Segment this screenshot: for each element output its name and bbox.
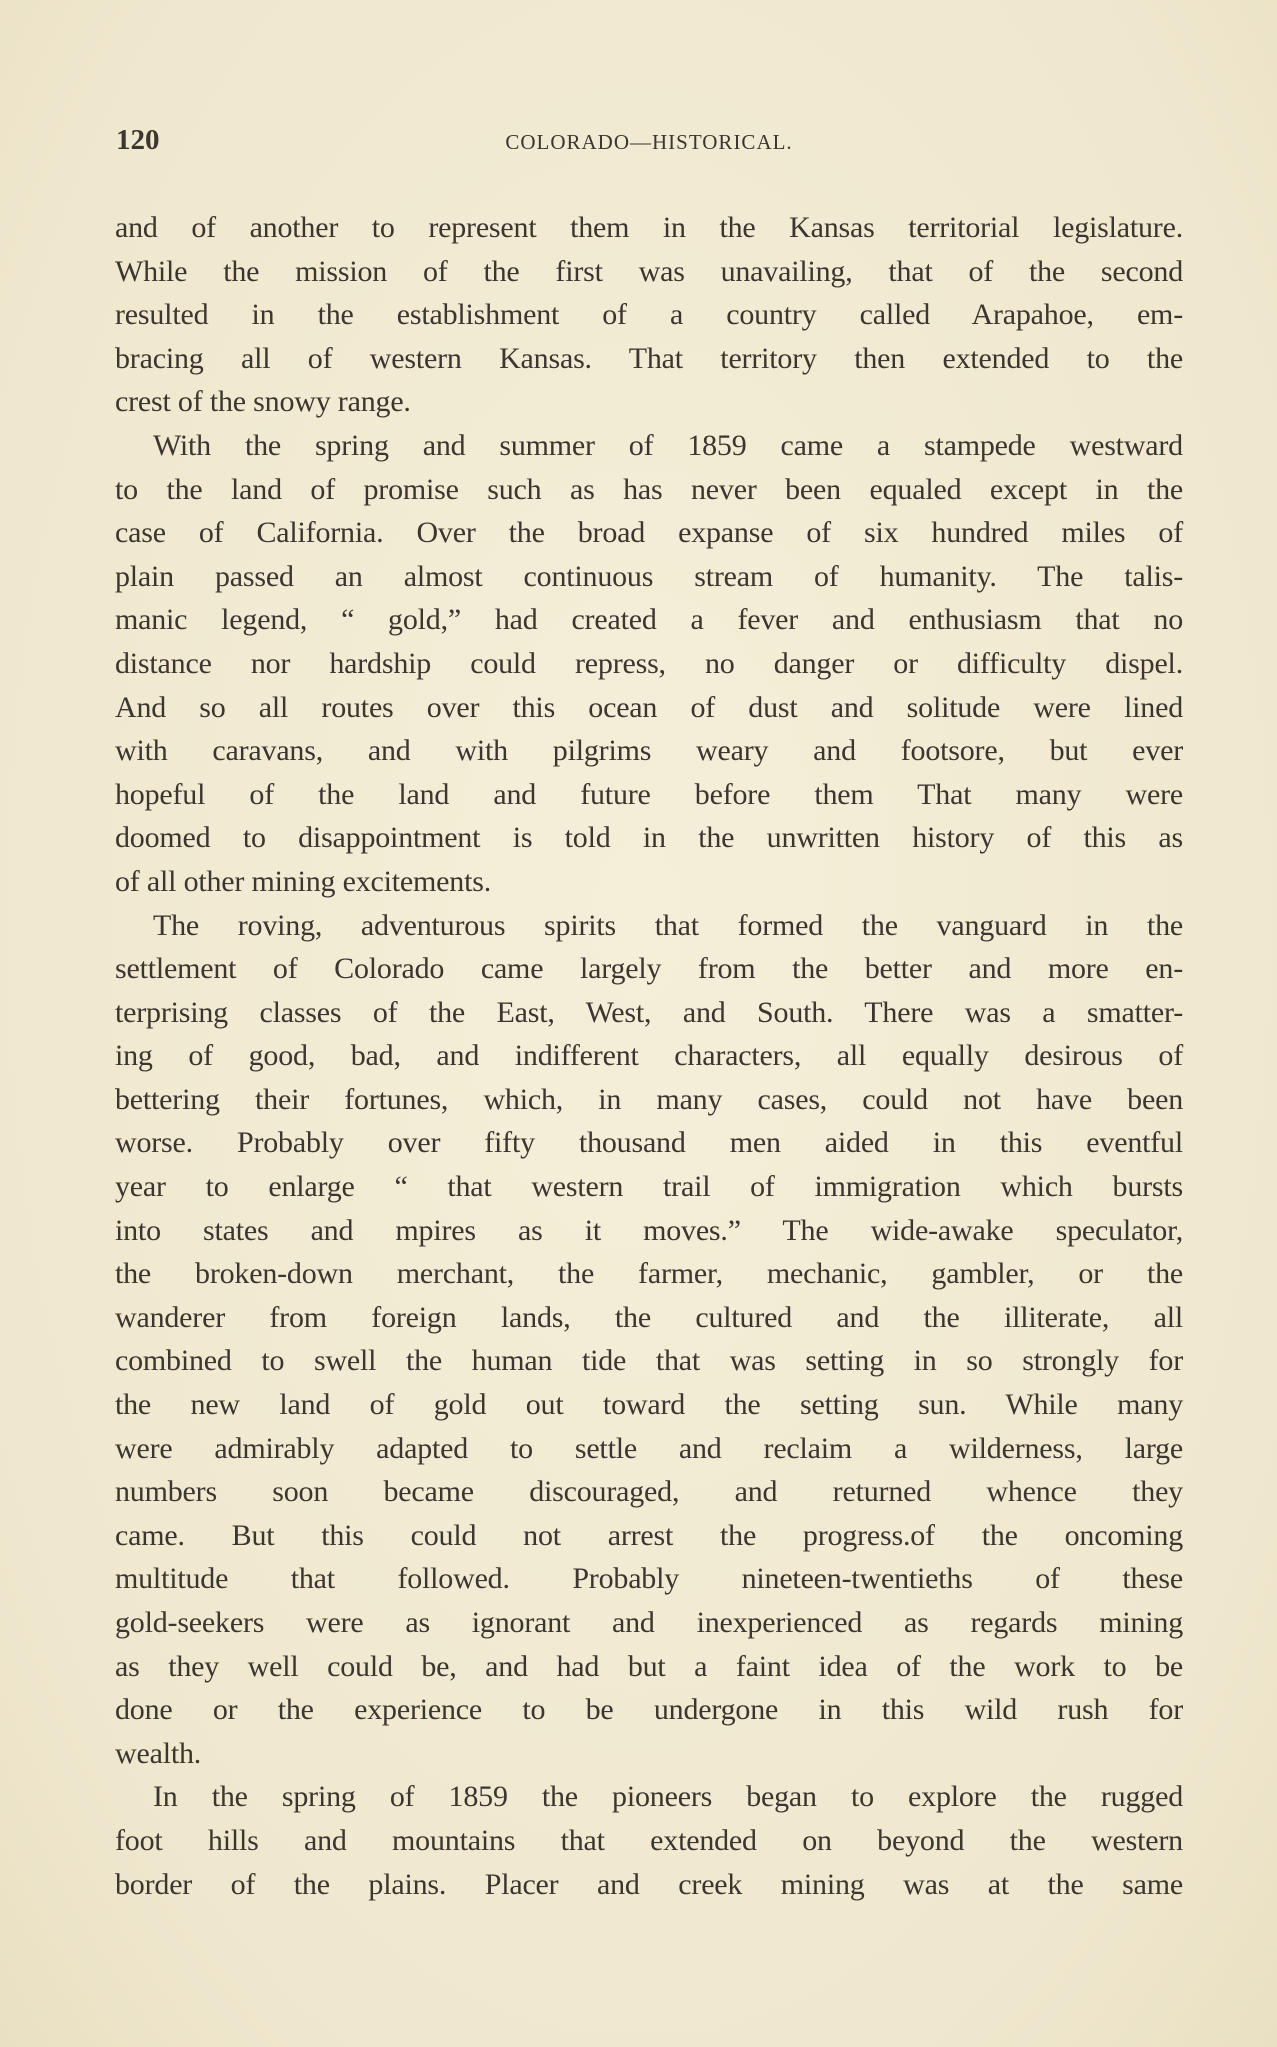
text-line: In the spring of 1859 the pioneers began to explore the rugged: [153, 1780, 1183, 1814]
text-line: distance nor hardship could repress, no danger or difficulty dispel.: [115, 646, 1183, 680]
text-line: came. But this could not arrest the progress.of the oncoming: [115, 1518, 1183, 1552]
text-line: wanderer from foreign lands, the cultured and the illiterate, all: [115, 1300, 1183, 1334]
text-line: wealth.: [115, 1736, 202, 1770]
text-line: the broken-down merchant, the farmer, mechanic, gambler, or the: [115, 1257, 1183, 1291]
text-line: of all other mining excitements.: [115, 864, 491, 898]
text-line: settlement of Colorado came largely from the better and more en-: [115, 952, 1183, 986]
text-line: were admirably adapted to settle and reclaim a wilderness, large: [115, 1431, 1183, 1465]
text-line: With the spring and summer of 1859 came a stampede westward: [153, 428, 1183, 462]
text-line: with caravans, and with pilgrims weary and footsore, but ever: [115, 734, 1183, 768]
text-line: gold-seekers were as ignorant and inexperienced as regards mining: [115, 1606, 1183, 1639]
paragraph: [115, 424, 1183, 904]
text-line: combined to swell the human tide that was setting in so strongly for: [115, 1344, 1183, 1378]
text-line: and of another to represent them in the Kansas territorial legislature.: [115, 211, 1183, 244]
text-line: border of the plains. Placer and creek mining was at the same: [115, 1867, 1183, 1901]
text-line: worse. Probably over fifty thousand men aided in this eventful: [115, 1126, 1183, 1160]
text-line: foot hills and mountains that extended on beyond the western: [115, 1823, 1183, 1857]
text-line: done or the experience to be undergone in this wild rush for: [115, 1693, 1183, 1727]
running-head: [116, 124, 1182, 164]
text-line: the new land of gold out toward the setting sun. While many: [115, 1388, 1183, 1422]
page-number: 120: [116, 124, 160, 156]
body-text: [115, 206, 1183, 1906]
text-line: as they well could be, and had but a faint idea of the work to be: [115, 1649, 1183, 1683]
text-line: into states and mpires as it moves.” The wide-awake speculator,: [115, 1213, 1183, 1247]
text-line: doomed to disappointment is told in the unwritten history of this as: [115, 821, 1183, 855]
text-line: numbers soon became discouraged, and returned whence they: [115, 1475, 1183, 1509]
text-line: resulted in the establishment of a country called Arapahoe, em-: [115, 298, 1183, 332]
running-title: COLORADO—HISTORICAL.: [505, 130, 793, 154]
text-line: The roving, adventurous spirits that formed the vanguard in the: [153, 908, 1183, 942]
text-line: multitude that followed. Probably nineteen-twentieths of these: [115, 1562, 1183, 1596]
text-line: While the mission of the first was unavailing, that of the second: [115, 254, 1183, 288]
text-line: bracing all of western Kansas. That territory then extended to the: [115, 341, 1183, 375]
text-line: year to enlarge “ that western trail of immigration which bursts: [115, 1170, 1183, 1204]
text-line: to the land of promise such as has never been equaled except in the: [115, 472, 1183, 506]
paragraph: [115, 206, 1183, 424]
text-line: plain passed an almost continuous stream of humanity. The talis-: [115, 559, 1183, 593]
text-line: manic legend, “ gold,” had created a fever and enthusiasm that no: [115, 603, 1183, 637]
paragraph: [115, 904, 1183, 1776]
text-line: crest of the snowy range.: [115, 385, 411, 419]
text-line: hopeful of the land and future before them That many were: [115, 777, 1183, 811]
text-line: terprising classes of the East, West, and South. There was a smatter-: [115, 995, 1183, 1029]
paragraph: [115, 1775, 1183, 1906]
text-line: bettering their fortunes, which, in many cases, could not have been: [115, 1082, 1183, 1116]
text-line: case of California. Over the broad expanse of six hundred miles of: [115, 516, 1183, 550]
text-line: ing of good, bad, and indifferent characters, all equally desirous of: [115, 1039, 1183, 1073]
text-line: And so all routes over this ocean of dust and solitude were lined: [115, 690, 1183, 724]
